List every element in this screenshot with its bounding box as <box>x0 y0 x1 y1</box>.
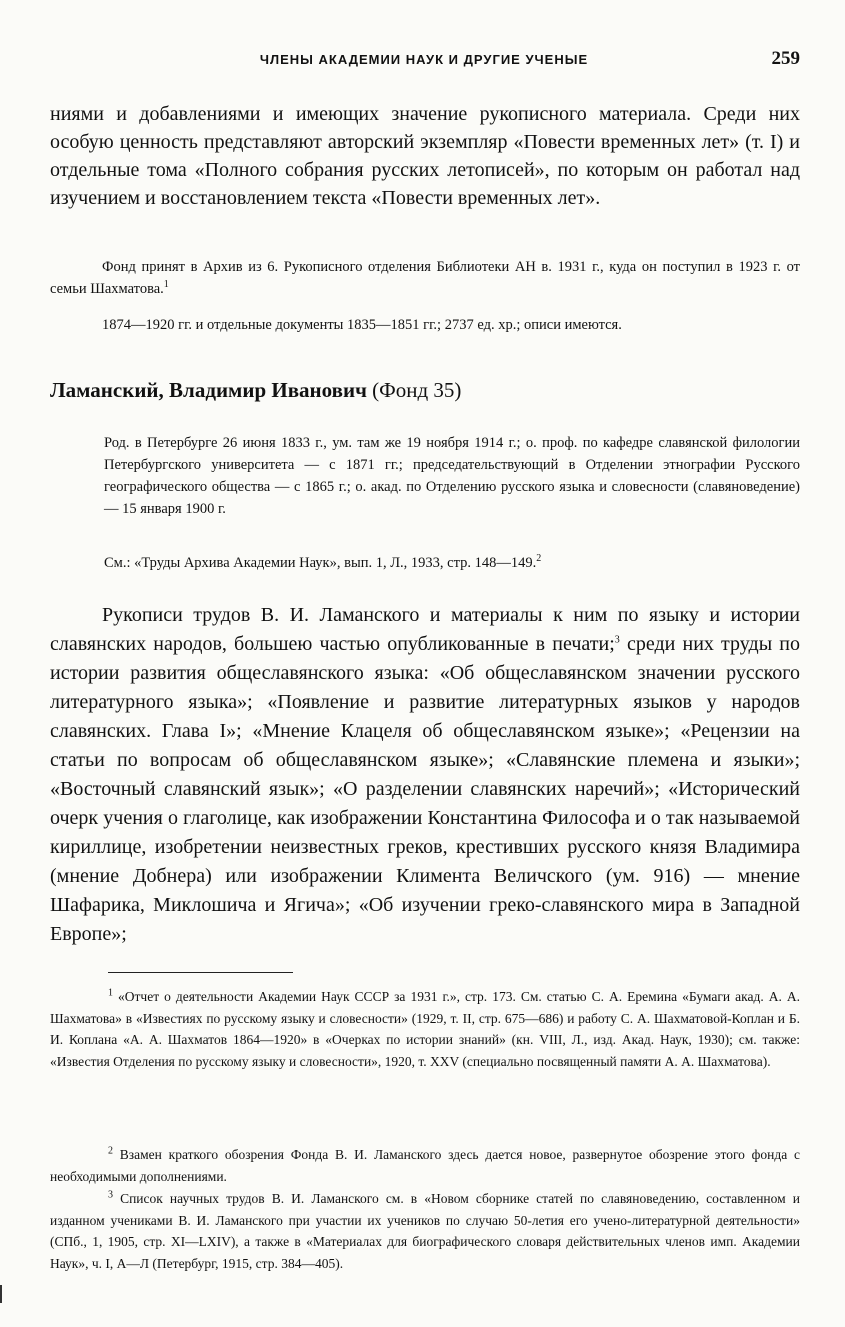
page-number: 259 <box>771 48 800 69</box>
footnote-2 <box>50 1144 800 1187</box>
see-also <box>104 552 800 574</box>
running-head: ЧЛЕНЫ АКАДЕМИИ НАУК И ДРУГИЕ УЧЕНЫЕ <box>259 52 589 67</box>
footnote-ref-2: 2 <box>536 553 542 565</box>
biography: Род. в Петербурге 26 июня 1833 г., ум. там же 19 ноября 1914 г.; о. проф. по кафедре славянской филологии Петербургского университета — с 1871 гг.; председательствующий в Отделении этнографии Русского географического общества — с 1865 г.; о. акад. по Отделению русского языка и словесности (славяноведение) — 15 января 1900 г. <box>104 435 800 517</box>
footnote-text: Взамен краткого обозрения Фонда В. И. Ламанского здесь дается новое, развернутое обозрение этого фонда с необходимыми дополнениями. <box>50 1147 801 1184</box>
footnote-text: Список научных трудов В. И. Ламанского см. в «Новом сборнике статей по славяноведению, составленном и изданном учениками В. И. Ламанского при участии их учеников по случаю 50-летия его учено-литературной деятельности» (СПб., 1, 1905, стр. XI—LXIV), а также в «Материалах для биографического словаря действительных членов имп. Академии Наук», ч. I, А—Л (Петербург, 1915, стр. 384—405). <box>50 1191 800 1271</box>
footnote-1 <box>50 986 800 1072</box>
see-also-text: См.: «Труды Архива Академии Наук», вып. 1, Л., 1933, стр. 148—149. <box>104 555 537 571</box>
main-paragraph <box>50 601 800 949</box>
intro-paragraph: ниями и добавлениями и имеющих значение рукописного материала. Среди них особую ценность представляют авторский экземпляр «Повести временных лет» (т. I) и отдельные тома «Полного собрания русских летописей», по которым он работал над изучением и восстановлением текста «Повести временных лет». <box>50 103 800 209</box>
footnote-text: «Отчет о деятельности Академии Наук СССР за 1931 г.», стр. 173. См. статью С. А. Еремина «Бумаги акад. А. А. Шахматова» в «Известиях по русскому языку и словесности» (1929, т. II, стр. 675—686) и работу С. А. Шахматовой-Коплан и Б. И. Коплана «А. А. Шахматов 1864—1920» в «Очерках по истории знаний» (кн. VIII, Л., изд. Акад. Наук, 1930); см. также: «Известия Отделения по русскому языку и словесности», 1920, т. XXV (специально посвященный памяти А. А. Шахматова). <box>50 989 801 1069</box>
footnote-number: 3 <box>108 1189 113 1201</box>
fond-note-text: Фонд принят в Архив из 6. Рукописного отделения Библиотеки АН в. 1931 г., куда он поступил в 1923 г. от семьи Шахматова. <box>50 259 800 297</box>
footnote-number: 1 <box>108 987 113 999</box>
scan-edge-mark <box>0 1285 2 1303</box>
footnote-number: 2 <box>108 1145 113 1157</box>
footnote-ref-1: 1 <box>163 279 169 291</box>
footnote-divider <box>108 972 293 973</box>
footnote-ref-3: 3 <box>614 634 620 646</box>
fond-note <box>50 256 800 300</box>
fond-extent: 1874—1920 гг. и отдельные документы 1835—1851 гг.; 2737 ед. хр.; описи имеются. <box>102 317 622 333</box>
section-heading <box>50 376 800 404</box>
footnote-3 <box>50 1188 800 1274</box>
main-paragraph-part1: Рукописи трудов В. И. Ламанского и материалы к ним по языку и истории славянских народов, большею частью опубликованные в печати; <box>50 604 800 655</box>
main-paragraph-part2: среди них труды по истории развития общеславянского языка: «Об общеславянском значении русского литературного языка»; «Появление и развитие литературных языков у народов славянских. Глава I»; «Мнение Клацеля об общеславянском языке»; «Рецензии на статьи по вопросам об общеславянском языке»; «Славянские племена и языки»; «Восточный славянский язык»; «О разделении славянских наречий»; «Исторический очерк учения о глаголице, как изображении Константина Философа и о так называемой кириллице, изобретении неизвестных греков, крестивших русского князя Владимира (мнение Добнера) или изображении Климента Величского (ум. 916) — мнение Шафарика, Миклошича и Ягича»; «Об изучении греко-славянского мира в Западной Европе»; <box>50 633 800 945</box>
fond-number: (Фонд 35) <box>372 378 462 402</box>
page-header <box>48 46 800 72</box>
person-name: Ламанский, Владимир Иванович <box>50 378 367 402</box>
